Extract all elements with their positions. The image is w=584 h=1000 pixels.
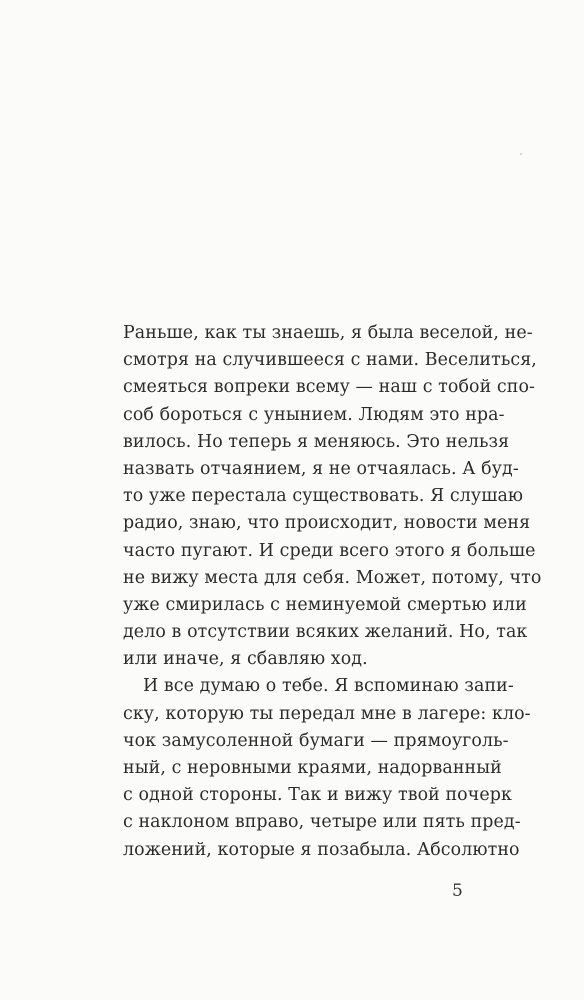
paragraph-1	[123, 320, 542, 673]
text-line: смотря на случившееся с нами. Веселиться,	[123, 350, 537, 371]
text-line: ный, с неровными краями, надорванный	[123, 758, 502, 778]
text-line: Раньше, как ты знаешь, я была веселой, не-	[123, 323, 533, 343]
text-line: ску, которую ты передал мне в лагере: кло-	[123, 703, 531, 724]
text-line: радио, знаю, что происходит, новости меня	[123, 513, 531, 534]
text-line: уже смирилась с неминуемой смертью или	[123, 594, 527, 615]
text-line: с одной стороны. Так и вижу твой почерк	[123, 785, 512, 806]
text-line: ложений, которые я позабыла. Абсолютно	[123, 839, 520, 860]
text-line: не вижу места для себя. Может, потому, что	[123, 567, 542, 588]
paragraph-2	[123, 673, 531, 863]
text-line: чок замусоленной бумаги — прямоуголь-	[123, 730, 509, 751]
text-line: смеяться вопреки всему — наш с тобой спо-	[123, 377, 535, 398]
text-line: соб бороться с унынием. Людям это нра-	[123, 404, 505, 425]
text-line: часто пугают. И среди всего этого я больше	[123, 540, 536, 561]
text-line: то уже перестала существовать. Я слушаю	[123, 486, 524, 507]
text-line: И все думаю о тебе. Я вспоминаю запи-	[143, 676, 514, 697]
text-line: вилось. Но теперь я меняюсь. Это нельзя	[123, 431, 510, 452]
text-line: с наклоном вправо, четыре или пять пред-	[123, 812, 521, 833]
text-line: или иначе, я сбавляю ход.	[123, 649, 368, 670]
paper-speck	[520, 153, 522, 155]
body-text	[123, 320, 542, 864]
text-line: назвать отчаянием, я не отчаялась. А буд-	[123, 458, 519, 479]
text-line: дело в отсутствии всяких желаний. Но, так	[123, 622, 528, 643]
page-number: 5	[452, 881, 463, 901]
